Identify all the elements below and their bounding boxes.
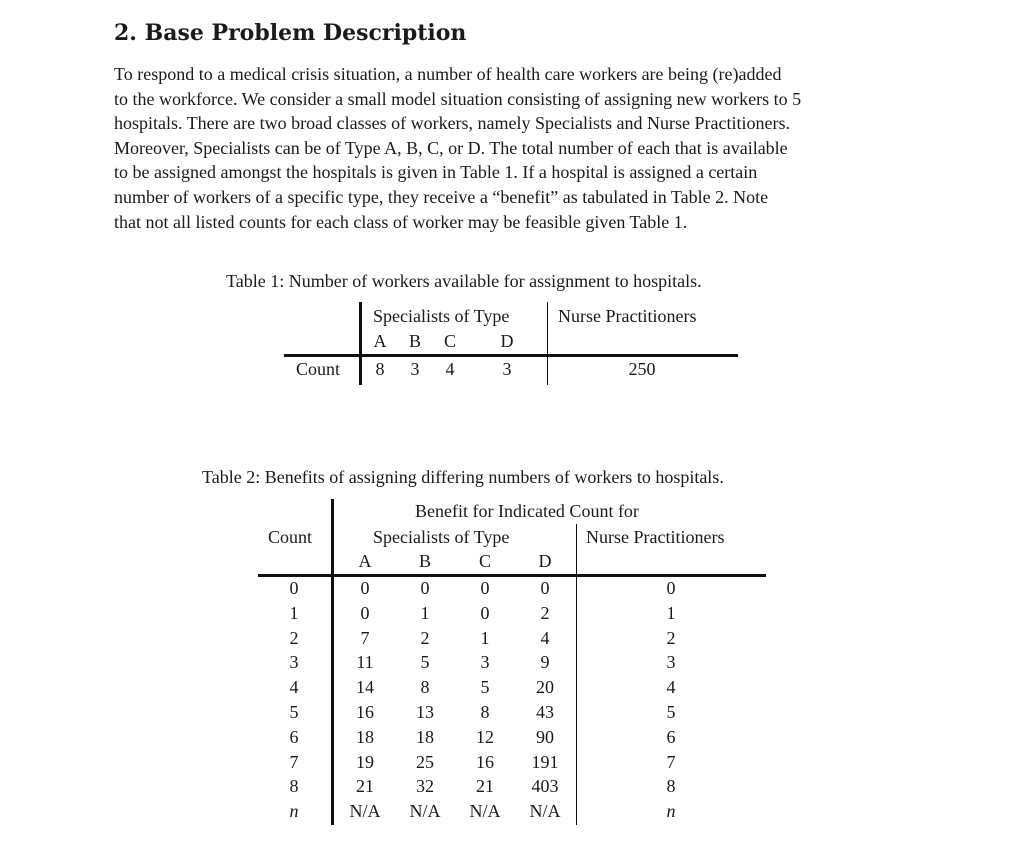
table2-benefit-cell: 5 (480, 677, 490, 698)
table2-type-header: D (538, 551, 552, 571)
table2-benefit-cell: 13 (416, 702, 434, 722)
table1-type-header: C (443, 331, 457, 351)
table2-benefit-cell: 0 (360, 602, 370, 623)
table2-type-header: B (418, 551, 432, 571)
table2-benefit-cell: 12 (476, 726, 494, 747)
table2-benefit-cell: 19 (356, 751, 374, 772)
table2-group-header: Specialists of Type (373, 527, 510, 547)
table2-np-cell: 1 (666, 602, 676, 623)
table2-benefit-cell: 1 (480, 627, 490, 648)
table2-count-cell: 8 (289, 776, 299, 797)
table2-benefit-cell: 4 (540, 627, 550, 648)
table2-top-header: Benefit for Indicated Count for (415, 501, 639, 521)
table1-count-cell: 4 (445, 359, 455, 379)
table2-count-cell: 2 (289, 627, 299, 648)
paragraph-line: to be assigned amongst the hospitals is given in Table 1. If a hospital is assigned a certain (114, 162, 758, 183)
table2-benefit-cell: 0 (420, 578, 430, 598)
table2-hrule (258, 574, 766, 577)
table2-benefit-cell: 18 (356, 726, 374, 747)
table2-benefit-cell: 21 (476, 776, 494, 797)
table2-np-cell: 3 (666, 652, 676, 673)
table2-benefit-cell: 0 (360, 578, 370, 598)
table1-count-cell: 8 (375, 359, 385, 379)
table2-benefit-cell: 0 (540, 578, 550, 598)
table2-benefit-cell: N/A (469, 801, 501, 822)
table2-vrule-thick (331, 499, 334, 825)
table2-caption: Table 2: Benefits of assigning differing numbers of workers to hospitals. (202, 467, 724, 487)
paragraph-line: To respond to a medical crisis situation, a number of health care workers are being (re)added (114, 64, 782, 84)
table2-benefit-cell: 191 (531, 751, 559, 772)
table2-benefit-cell: 3 (480, 652, 490, 673)
table2-np-cell: 0 (666, 578, 676, 598)
table2-np-cell: 8 (666, 776, 676, 797)
table2-benefit-cell: 8 (420, 677, 430, 698)
table2-vrule-thin (576, 524, 577, 825)
table2-np-cell: n (666, 801, 676, 822)
table2-benefit-cell: 43 (536, 702, 554, 722)
table2-count-cell: 5 (289, 702, 299, 722)
table2-count-cell: 7 (289, 751, 299, 772)
paragraph-line: that not all listed counts for each class of worker may be feasible given Table 1. (114, 211, 688, 232)
table1-vrule-thick (359, 302, 362, 385)
table2-benefit-cell: 16 (476, 751, 494, 772)
table1-np-header: Nurse Practitioners (558, 306, 697, 326)
table1-row-label: Count (296, 359, 341, 379)
table2-benefit-cell: 90 (536, 726, 554, 747)
table2-benefit-cell: 32 (416, 776, 434, 797)
table2-np-cell: 6 (666, 726, 676, 747)
table2-benefit-cell: 403 (531, 776, 559, 797)
table2-benefit-cell: 25 (416, 751, 434, 772)
table2-benefit-cell: 11 (356, 652, 374, 673)
table2-np-cell: 7 (666, 751, 676, 772)
table2-count-cell: 1 (289, 602, 299, 623)
table2-count-header: Count (268, 527, 313, 547)
table2-count-cell: n (289, 801, 299, 822)
table2-np-header: Nurse Practitioners (586, 527, 725, 547)
table2-benefit-cell: 0 (480, 578, 490, 598)
table1-caption: Table 1: Number of workers available for assignment to hospitals. (226, 271, 702, 291)
table2-np-cell: 4 (666, 677, 676, 698)
table1-hrule (284, 354, 738, 357)
paragraph-line: Moreover, Specialists can be of Type A, B, C, or D. The total number of each that is available (114, 137, 788, 158)
table1-type-header: D (500, 331, 514, 351)
table2-benefit-cell: 7 (360, 627, 370, 648)
table2-benefit-cell: 18 (416, 726, 434, 747)
table2-benefit-cell: 2 (540, 602, 550, 623)
table2-benefit-cell: 1 (420, 602, 430, 623)
table1-count-cell: 3 (502, 359, 512, 379)
table1-count-cell: 3 (410, 359, 420, 379)
table2-type-header: C (478, 551, 492, 571)
table1-vrule-thin (547, 302, 548, 385)
section-title: Base Problem Description (144, 20, 467, 46)
table2-np-cell: 2 (666, 627, 676, 648)
table2-count-cell: 0 (289, 578, 299, 598)
table2-benefit-cell: 0 (480, 602, 490, 623)
table2-benefit-cell: 5 (420, 652, 430, 673)
problem-paragraph (114, 62, 914, 234)
section-heading (114, 20, 466, 46)
table2-benefit-cell: 16 (356, 702, 374, 722)
table2-benefit-cell: 2 (420, 627, 430, 648)
table2-benefit-cell: 8 (480, 702, 490, 722)
table2-count-cell: 4 (289, 677, 299, 698)
table2-benefit-cell: 14 (356, 677, 374, 698)
paragraph-line: number of workers of a specific type, they receive a “benefit” as tabulated in Table 2. Note (114, 186, 769, 207)
table1-type-header: A (373, 331, 387, 351)
table2-benefit-cell: N/A (349, 801, 381, 822)
table1-type-header: B (408, 331, 422, 351)
section-number: 2. (114, 20, 137, 46)
table2-benefit-cell: 9 (540, 652, 550, 673)
table2-np-cell: 5 (666, 702, 676, 722)
table2-benefit-cell: 21 (356, 776, 374, 797)
table2-type-header: A (358, 551, 372, 571)
paragraph-line: hospitals. There are two broad classes of workers, namely Specialists and Nurse Practitioners. (114, 113, 790, 134)
table2-benefit-cell: 20 (536, 677, 554, 698)
table2-benefit-cell: N/A (409, 801, 441, 822)
table2-count-cell: 3 (289, 652, 299, 673)
table1-np-count-cell: 250 (628, 359, 656, 379)
table2-benefit-cell: N/A (529, 801, 561, 822)
table1-group-header: Specialists of Type (373, 306, 510, 326)
paragraph-line: to the workforce. We consider a small model situation consisting of assigning new workers to 5 (114, 88, 802, 109)
table2-count-cell: 6 (289, 726, 299, 747)
